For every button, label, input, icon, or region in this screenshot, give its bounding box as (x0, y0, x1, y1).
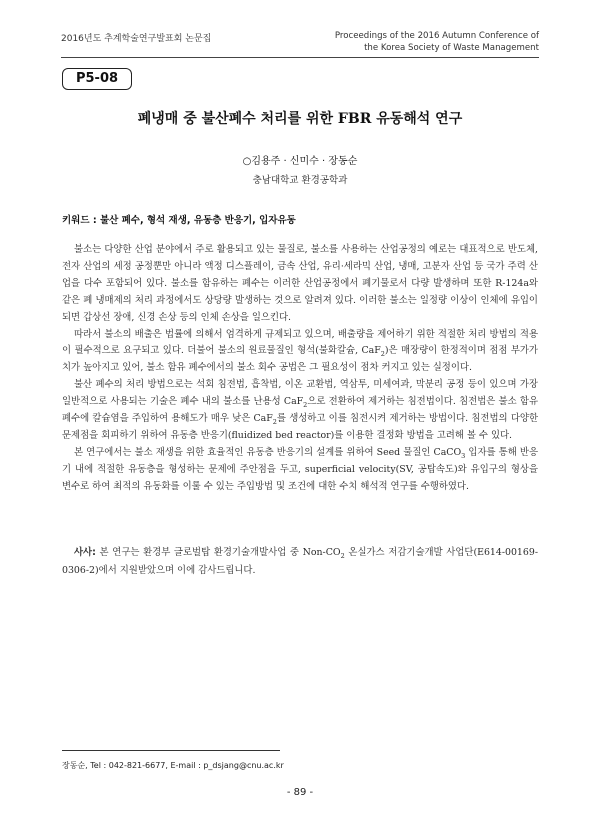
body-paragraph-4: 본 연구에서는 불소 재생을 위한 효율적인 유동층 반응기의 설계를 위하여 Seed 물질인 CaCO$_3$ 입자를 통해 반응기 내에 적절한 유동층을 형성하는 문제에 주안점을 두고, superficial velocity(SV, 공탑속도)와 유입구의 형상을 변수로 하여 최적의 유동화를 이룰 수 있는 주입방법 및 조건에 대한 수치 해석적 연구를 수행하였다. (62, 446, 538, 492)
header-divider (61, 57, 539, 58)
acknowledgement-label: 사사: (74, 547, 96, 558)
keywords-list: 불산 폐수, 형석 재생, 유동층 반응기, 입자유동 (99, 215, 296, 226)
header-english-line1: Proceedings of the 2016 Autumn Conference of (334, 31, 539, 41)
page-number: - 89 - (286, 787, 314, 798)
keywords-label: 키워드 : (62, 215, 97, 226)
body-paragraph-2: 따라서 불소의 배출은 법률에 의해서 엄격하게 규제되고 있으며, 배출량을 제어하기 위한 적절한 처리 방법의 적용이 필수적으로 요구되고 있다. 더불어 불소의 원료물질인 형석(불화칼슘, CaF$_2$)은 매장량이 한정적이며 점점 부가가치가 높아지고 있어, 불소 함유 폐수에서의 불소 회수 공법은 그 필요성이 점차 커지고 있는 실정이다. (62, 328, 538, 374)
keywords-line (62, 212, 296, 226)
body-paragraph-1: 불소는 다양한 산업 분야에서 주로 활용되고 있는 물질로, 불소를 사용하는 산업공정의 예로는 대표적으로 반도체, 전자 산업의 세정 공정뿐만 아니라 액정 디스플레이, 금속 산업, 유리·세라믹 산업, 냉매, 고분자 산업 등 국가 주력 산업을 다수 포함되어 있다. 불소를 함유하는 폐수는 이러한 산업공정에서 폐기물로서 다량 발생하며 또한 R-124a와 같은 폐 냉매제의 처리 과정에서도 상당량 발생하는 것으로 알려져 있다. 이러한 불소는 일정량 이상이 인체에 유입이 되면 갑상선 장애, 신경 손상 등의 인체 손상을 일으킨다. (62, 244, 538, 323)
paper-code-badge: P5-08 (62, 68, 132, 90)
acknowledgement: 사사: 본 연구는 환경부 글로벌탑 환경기술개발사업 중 Non-$CO_2$ 온실가스 저감기술개발 사업단(E614-00169-0306-2)에서 지원받았으며 이에 감사드립니다. (62, 547, 538, 576)
header-journal-korean: 2016년도 추계학술연구발표회 논문집 (61, 34, 212, 44)
body-paragraph-3: 불산 폐수의 처리 방법으로는 석회 침전법, 흡착법, 이온 교환법, 역삼투, 미세여과, 막분리 공정 등이 있으며 가장 일반적으로 사용되는 기술은 폐수 내의 불소를 난용성 CaF$_2$으로 전환하여 제거하는 침전법이다. 침전법은 불소 함유 폐수에 칼슘염을 주입하여 용해도가 매우 낮은 CaF$_2$를 생성하고 이를 침전시켜 제거하는 방법이다. 침전법의 다양한 문제점을 회피하기 위하여 유동층 반응기(fluidized bed reactor)를 이용한 결정화 방법을 고려해 볼 수 있다. (62, 379, 539, 441)
paper-authors: ○김용주 · 신미수 · 장동순 (242, 156, 358, 167)
header-english-line2: the Korea Society of Waste Management (364, 43, 539, 53)
corresponding-author-footnote: 장동순, Tel : 042-821-6677, E-mail : p_dsjang@cnu.ac.kr (62, 761, 284, 770)
footnote-divider (62, 750, 280, 751)
paper-affiliation: 충남대학교 환경공학과 (252, 175, 348, 186)
paper-title: 폐냉매 중 불산폐수 처리를 위한 FBR 유동해석 연구 (137, 111, 463, 127)
header-journal-english (335, 30, 539, 54)
abstract-body (62, 242, 538, 496)
